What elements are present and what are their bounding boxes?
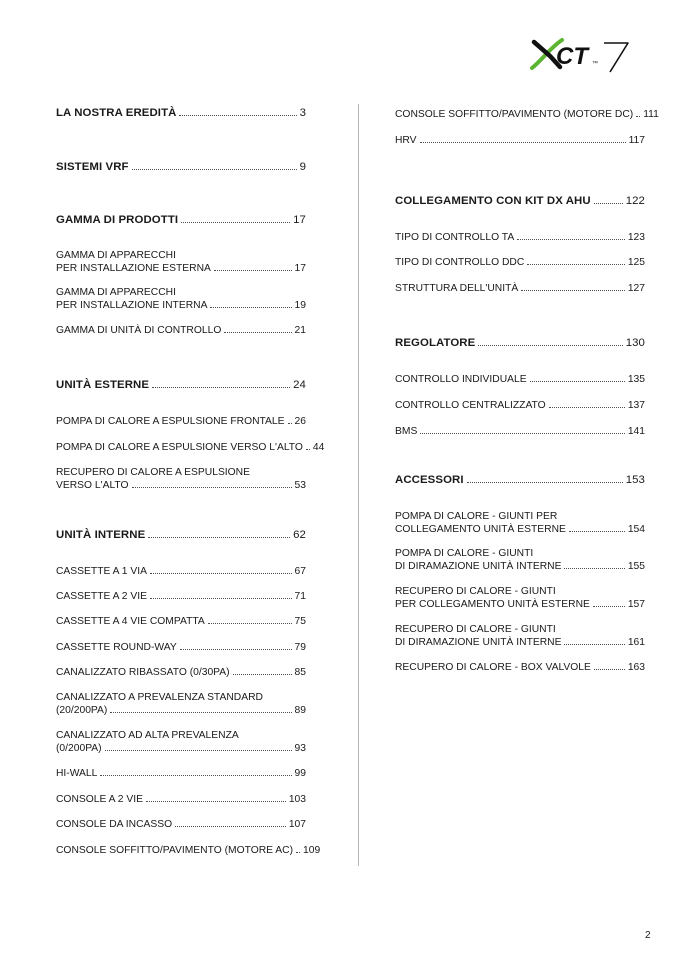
- toc-entry-page: 93: [294, 743, 306, 754]
- toc-entry[interactable]: [56, 793, 306, 806]
- toc-entry-title: UNITÀ INTERNE: [56, 529, 146, 541]
- dot-leader: [224, 332, 291, 333]
- toc-entry[interactable]: [56, 441, 325, 454]
- toc-entry-title: DI DIRAMAZIONE UNITÀ INTERNE: [395, 561, 562, 572]
- dot-leader: [150, 598, 292, 599]
- toc-entry[interactable]: [56, 666, 306, 679]
- toc-entry[interactable]: [395, 425, 645, 438]
- toc-entry-page: 85: [294, 667, 306, 678]
- toc-entry-title: TIPO DI CONTROLLO TA: [395, 232, 515, 243]
- xct7-logo-icon: [528, 34, 638, 74]
- dot-leader: [208, 623, 292, 624]
- toc-entry[interactable]: [56, 249, 306, 275]
- dot-leader: [594, 203, 623, 204]
- dot-leader: [549, 407, 625, 408]
- toc-entry-page: 117: [628, 135, 645, 146]
- toc-entry-page: 99: [294, 768, 306, 779]
- toc-entry-page: 9: [299, 161, 306, 173]
- toc-entry-page: 127: [627, 283, 645, 294]
- svg-text:™: ™: [592, 61, 598, 67]
- toc-entry-page: 125: [627, 257, 645, 268]
- toc-entry-page: 109: [303, 845, 321, 856]
- toc-entry-title: (20/200PA): [56, 705, 108, 716]
- toc-entry-page: 62: [293, 529, 306, 541]
- toc-entry-title-line1: POMPA DI CALORE - GIUNTI PER: [395, 511, 558, 522]
- dot-leader: [569, 531, 625, 532]
- toc-entry-page: 71: [294, 591, 306, 602]
- toc-entry-title: CONTROLLO INDIVIDUALE: [395, 374, 527, 385]
- dot-leader: [210, 307, 291, 308]
- dot-leader: [296, 852, 300, 853]
- toc-entry-title: VERSO L'ALTO: [56, 480, 129, 491]
- toc-entry-title: REGOLATORE: [395, 337, 476, 349]
- dot-leader: [214, 270, 292, 271]
- page-number: 2: [645, 930, 651, 941]
- dot-leader: [152, 387, 290, 388]
- dot-leader: [132, 169, 297, 170]
- toc-entry-title: POMPA DI CALORE A ESPULSIONE FRONTALE: [56, 416, 285, 427]
- toc-section-heading[interactable]: [395, 195, 645, 208]
- toc-entry-title-line1: GAMMA DI APPARECCHI: [56, 250, 176, 261]
- toc-entry-title: (0/200PA): [56, 743, 102, 754]
- toc-entry[interactable]: [395, 623, 645, 649]
- toc-entry-title: CASSETTE A 2 VIE: [56, 591, 147, 602]
- toc-section-heading[interactable]: [56, 214, 306, 227]
- dot-leader: [594, 669, 625, 670]
- toc-entry-page: 153: [625, 474, 645, 486]
- toc-entry[interactable]: [395, 256, 645, 269]
- toc-entry-page: 19: [294, 300, 306, 311]
- dot-leader: [179, 115, 296, 116]
- toc-entry-title: HI-WALL: [56, 768, 98, 779]
- toc-entry-page: 122: [625, 195, 645, 207]
- dot-leader: [420, 142, 626, 143]
- toc-entry-page: 163: [627, 662, 645, 673]
- toc-section-heading[interactable]: [56, 107, 306, 120]
- dot-leader: [181, 222, 290, 223]
- dot-leader: [148, 537, 290, 538]
- toc-entry[interactable]: [56, 818, 306, 831]
- toc-entry-title-line1: CANALIZZATO A PREVALENZA STANDARD: [56, 692, 263, 703]
- dot-leader: [530, 381, 625, 382]
- toc-entry-title: LA NOSTRA EREDITÀ: [56, 107, 177, 119]
- dot-leader: [180, 649, 292, 650]
- toc-entry[interactable]: [395, 134, 645, 147]
- dot-leader: [527, 264, 625, 265]
- toc-entry-title-line1: RECUPERO DI CALORE - GIUNTI: [395, 586, 556, 597]
- toc-entry-page: 157: [627, 599, 645, 610]
- toc-entry-title: ACCESSORI: [395, 474, 464, 486]
- toc-entry-page: 161: [627, 637, 645, 648]
- toc-section-heading[interactable]: [56, 379, 306, 392]
- dot-leader: [150, 573, 292, 574]
- toc-entry[interactable]: [56, 767, 306, 780]
- toc-entry-title: GAMMA DI PRODOTTI: [56, 214, 179, 226]
- toc-entry-page: 79: [294, 642, 306, 653]
- toc-entry-page: 155: [627, 561, 645, 572]
- toc-entry-title-line1: GAMMA DI APPARECCHI: [56, 287, 176, 298]
- toc-entry-page: 141: [627, 426, 645, 437]
- toc-entry[interactable]: [395, 399, 645, 412]
- toc-entry-title: COLLEGAMENTO CON KIT DX AHU: [395, 195, 591, 207]
- toc-entry-page: 137: [627, 400, 645, 411]
- dot-leader: [517, 239, 625, 240]
- toc-entry[interactable]: [395, 661, 645, 674]
- toc-entry-page: 21: [294, 325, 306, 336]
- brand-logo: [528, 34, 638, 74]
- toc-section-heading[interactable]: [395, 474, 645, 487]
- dot-leader: [288, 423, 292, 424]
- toc-entry-title: PER INSTALLAZIONE ESTERNA: [56, 263, 211, 274]
- toc-section-heading[interactable]: [56, 161, 306, 174]
- toc-entry-page: 111: [643, 109, 659, 120]
- toc-entry-page: 44: [312, 442, 325, 453]
- toc-entry[interactable]: [56, 729, 306, 755]
- toc-entry[interactable]: [56, 615, 306, 628]
- toc-entry[interactable]: [395, 282, 645, 295]
- toc-entry-title: POMPA DI CALORE A ESPULSIONE VERSO L'ALTO: [56, 442, 303, 453]
- toc-entry[interactable]: [56, 691, 306, 717]
- toc-entry-title: CONSOLE DA INCASSO: [56, 819, 173, 830]
- toc-entry-title: CASSETTE A 1 VIA: [56, 566, 147, 577]
- dot-leader: [478, 345, 622, 346]
- toc-entry-title: STRUTTURA DELL'UNITÀ: [395, 283, 519, 294]
- toc-entry[interactable]: [395, 231, 645, 244]
- dot-leader: [175, 826, 286, 827]
- dot-leader: [467, 482, 623, 483]
- toc-entry[interactable]: [395, 108, 659, 121]
- toc-entry-page: 26: [294, 416, 306, 427]
- toc-entry[interactable]: [56, 286, 306, 312]
- column-divider: [358, 104, 359, 866]
- toc-entry-title: PER COLLEGAMENTO UNITÀ ESTERNE: [395, 599, 590, 610]
- toc-entry-page: 130: [625, 337, 645, 349]
- toc-entry-page: 24: [293, 379, 306, 391]
- toc-entry[interactable]: [395, 585, 645, 611]
- toc-entry-page: 135: [627, 374, 645, 385]
- toc-entry-page: 53: [294, 480, 306, 491]
- toc-entry-title: CONSOLE SOFFITTO/PAVIMENTO (MOTORE AC): [56, 845, 294, 856]
- toc-entry-page: 3: [299, 107, 306, 119]
- dot-leader: [146, 801, 286, 802]
- toc-entry[interactable]: [56, 565, 306, 578]
- dot-leader: [593, 606, 625, 607]
- toc-entry-page: 17: [294, 263, 306, 274]
- toc-entry[interactable]: [56, 415, 306, 428]
- svg-text:CT: CT: [556, 43, 588, 70]
- toc-entry-title: SISTEMI VRF: [56, 161, 129, 173]
- dot-leader: [564, 644, 624, 645]
- toc-entry-title-line1: POMPA DI CALORE - GIUNTI: [395, 548, 534, 559]
- toc-entry-title: BMS: [395, 426, 418, 437]
- toc-entry-title: CASSETTE A 4 VIE COMPATTA: [56, 616, 205, 627]
- toc-entry-title: PER INSTALLAZIONE INTERNA: [56, 300, 208, 311]
- toc-entry-title: GAMMA DI UNITÀ DI CONTROLLO: [56, 325, 222, 336]
- toc-entry-title: COLLEGAMENTO UNITÀ ESTERNE: [395, 524, 566, 535]
- toc-entry-title-line1: CANALIZZATO AD ALTA PREVALENZA: [56, 730, 239, 741]
- toc-entry-title: CONSOLE A 2 VIE: [56, 794, 143, 805]
- toc-entry-page: 107: [288, 819, 306, 830]
- toc-entry[interactable]: [395, 547, 645, 573]
- toc-entry-title: DI DIRAMAZIONE UNITÀ INTERNE: [395, 637, 562, 648]
- dot-leader: [306, 449, 310, 450]
- dot-leader: [105, 750, 292, 751]
- toc-entry-title: TIPO DI CONTROLLO DDC: [395, 257, 525, 268]
- toc-entry-page: 89: [294, 705, 306, 716]
- dot-leader: [110, 712, 291, 713]
- dot-leader: [420, 433, 624, 434]
- toc-entry[interactable]: [395, 373, 645, 386]
- dot-leader: [636, 116, 640, 117]
- toc-entry-title: HRV: [395, 135, 417, 146]
- toc-entry[interactable]: [56, 324, 306, 337]
- toc-section-heading[interactable]: [395, 337, 645, 350]
- toc-entry-title: UNITÀ ESTERNE: [56, 379, 150, 391]
- toc-entry-title-line1: RECUPERO DI CALORE A ESPULSIONE: [56, 467, 250, 478]
- toc-entry[interactable]: [56, 466, 306, 492]
- toc-entry[interactable]: [56, 844, 321, 857]
- dot-leader: [521, 290, 625, 291]
- dot-leader: [132, 487, 292, 488]
- toc-entry-title: CANALIZZATO RIBASSATO (0/30PA): [56, 667, 230, 678]
- toc-entry-page: 123: [627, 232, 645, 243]
- toc-entry-title: CONTROLLO CENTRALIZZATO: [395, 400, 546, 411]
- dot-leader: [100, 775, 291, 776]
- toc-section-heading[interactable]: [56, 529, 306, 542]
- toc-entry-page: 75: [294, 616, 306, 627]
- toc-entry-title: CASSETTE ROUND-WAY: [56, 642, 177, 653]
- toc-entry-title-line1: RECUPERO DI CALORE - GIUNTI: [395, 624, 556, 635]
- toc-entry-title: CONSOLE SOFFITTO/PAVIMENTO (MOTORE DC): [395, 109, 634, 120]
- toc-entry-page: 17: [293, 214, 306, 226]
- toc-entry[interactable]: [56, 590, 306, 603]
- dot-leader: [233, 674, 292, 675]
- toc-entry-page: 103: [288, 794, 306, 805]
- toc-entry[interactable]: [56, 641, 306, 654]
- toc-entry[interactable]: [395, 510, 645, 536]
- toc-entry-page: 154: [627, 524, 645, 535]
- dot-leader: [564, 568, 624, 569]
- toc-entry-page: 67: [294, 566, 306, 577]
- toc-entry-title: RECUPERO DI CALORE - BOX VALVOLE: [395, 662, 591, 673]
